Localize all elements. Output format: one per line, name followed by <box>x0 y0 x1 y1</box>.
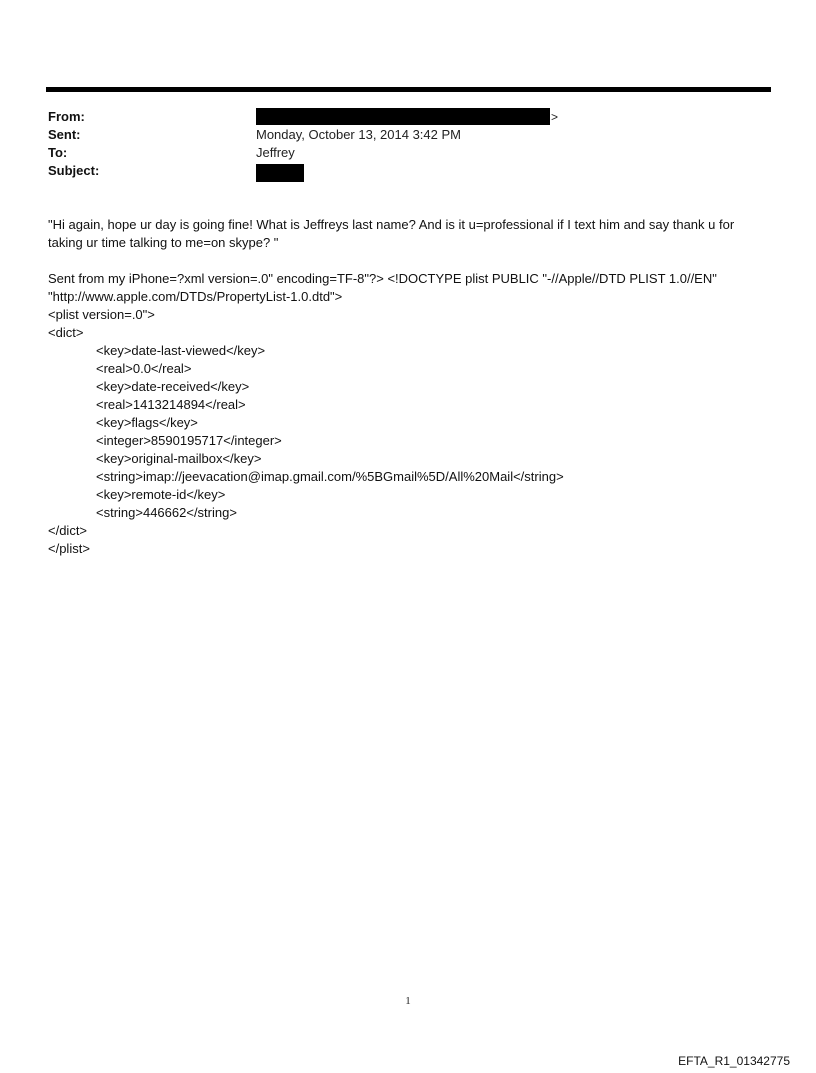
email-header <box>48 108 768 180</box>
plist-open-line: <plist version=.0"> <box>48 307 155 322</box>
dict-entry-line: <key>flags</key> <box>96 415 198 430</box>
plist-close-line: </plist> <box>48 541 90 556</box>
dict-entry-line: <string>446662</string> <box>96 505 237 520</box>
dict-entry-line: <key>original-mailbox</key> <box>96 451 262 466</box>
dict-entry-line: <string>imap://jeevacation@imap.gmail.com/%5BGmail%5D/All%20Mail</string> <box>96 469 564 484</box>
email-body <box>48 216 768 558</box>
sent-label: Sent: <box>48 127 81 142</box>
signature-line: "http://www.apple.com/DTDs/PropertyList-1.0.dtd"> <box>48 289 343 304</box>
message-line: "Hi again, hope ur day is going fine! What is Jeffreys last name? And is it u=professional if I text him and say thank u for <box>48 217 735 232</box>
dict-entry-line: <key>date-received</key> <box>96 379 250 394</box>
from-label: From: <box>48 109 85 124</box>
signature-line: Sent from my iPhone=?xml version=.0" encoding=TF-8"?> <!DOCTYPE plist PUBLIC "-//Apple//DTD PLIST 1.0//EN" <box>48 271 717 286</box>
redaction-box <box>256 164 304 182</box>
sent-value: Monday, October 13, 2014 3:42 PM <box>256 127 461 142</box>
dict-open-line: <dict> <box>48 325 84 340</box>
sent-row <box>48 126 768 144</box>
message-line: taking ur time talking to me=on skype? " <box>48 235 279 250</box>
to-row <box>48 144 768 162</box>
subject-label: Subject: <box>48 163 100 178</box>
subject-value <box>256 162 304 182</box>
to-label: To: <box>48 145 68 160</box>
from-row <box>48 108 768 126</box>
dict-entry-line: <key>date-last-viewed</key> <box>96 343 266 358</box>
dict-entry-line: <key>remote-id</key> <box>96 487 226 502</box>
from-value <box>256 108 558 126</box>
dict-entry-line: <integer>8590195717</integer> <box>96 433 282 448</box>
dict-entry-line: <real>1413214894</real> <box>96 397 246 412</box>
dict-entry-line: <real>0.0</real> <box>96 361 192 376</box>
subject-row <box>48 162 768 180</box>
document-id: EFTA_R1_01342775 <box>678 1054 790 1068</box>
dict-close-line: </dict> <box>48 523 88 538</box>
header-rule <box>46 87 771 92</box>
to-value: Jeffrey <box>256 145 295 160</box>
redaction-box <box>256 108 550 125</box>
from-tail: > <box>551 110 559 124</box>
spacer <box>48 252 768 270</box>
page-number: 1 <box>405 995 411 1007</box>
